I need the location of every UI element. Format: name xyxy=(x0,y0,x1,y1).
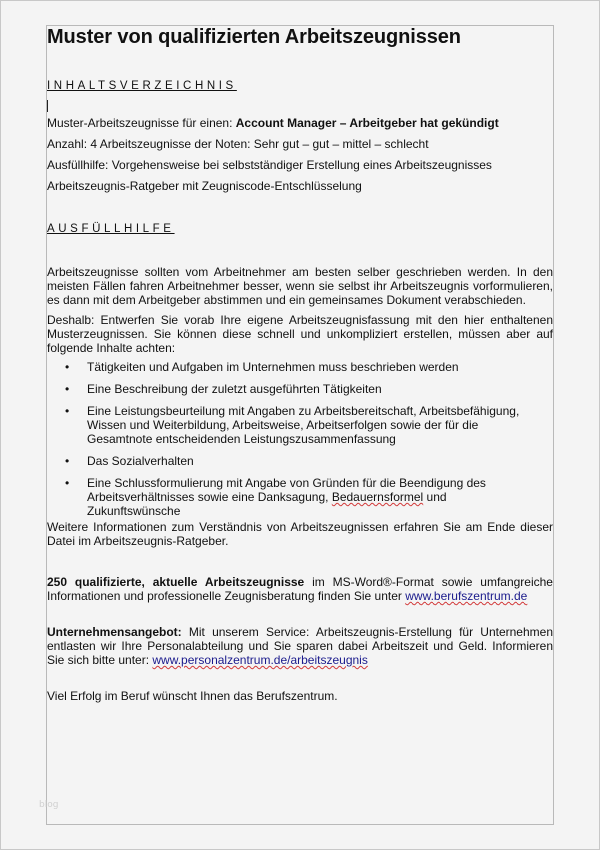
toc-heading: INHALTSVERZEICHNIS xyxy=(47,80,237,92)
offer-bold: 250 qualifizierte, aktuelle Arbeitszeugnisse xyxy=(47,575,305,589)
toc-line: Anzahl: 4 Arbeitszeugnisse der Noten: Sehr gut – gut – mittel – schlecht xyxy=(47,137,429,151)
bullet-icon: • xyxy=(65,382,70,396)
toc-line: Arbeitszeugnis-Ratgeber mit Zeugniscode-Entschlüsselung xyxy=(47,179,362,193)
toc-line: Ausfüllhilfe: Vorgehensweise bei selbstständiger Erstellung eines Arbeitszeugnisses xyxy=(47,158,492,172)
document-body[interactable] xyxy=(47,25,553,703)
fill-help-heading: AUSFÜLLHILFE xyxy=(47,223,175,235)
watermark: blog xyxy=(39,800,59,810)
list-item: • Das Sozialverhalten xyxy=(65,454,194,468)
company-offer-bold: Unternehmensangebot: xyxy=(47,625,182,639)
closing-line: Viel Erfolg im Beruf wünscht Ihnen das Berufszentrum. xyxy=(47,689,338,703)
spellcheck-flagged-word[interactable]: Bedauernsformel xyxy=(331,490,424,504)
page-title: Muster von qualifizierten Arbeitszeugnissen xyxy=(47,26,461,48)
bullet-icon: • xyxy=(65,360,70,374)
toc-list xyxy=(47,116,553,193)
personalzentrum-link[interactable]: www.personalzentrum.de/arbeitszeugnis xyxy=(152,653,368,667)
toc-line-bold: Account Manager – Arbeitgeber hat gekündigt xyxy=(235,116,499,130)
instructions-paragraph: Deshalb: Entwerfen Sie vorab Ihre eigene Arbeitszeugnisfassung mit den hier enthaltenen Musterzeugnissen. Sie können diese schnell und unkompliziert erstellen, müssen aber auf folgende Inhalte achten: xyxy=(47,313,553,355)
intro-paragraph: Arbeitszeugnisse sollten vom Arbeitnehmer am besten selber geschrieben werden. In den meisten Fällen fahren Arbeitnehmer besser, wenn sie selbst ihr Arbeitszeugnis vorformulieren, es dann mit dem Arbeitgeber abstimmen und ein gemeinsames Dokument verabschieden. xyxy=(47,265,553,307)
more-info-paragraph: Weitere Informationen zum Verständnis von Arbeitszeugnissen erfahren Sie am Ende dieser Datei im Arbeitszeugnis-Ratgeber. xyxy=(47,520,553,548)
list-item: • Tätigkeiten und Aufgaben im Unternehmen muss beschrieben werden xyxy=(65,360,459,374)
list-item: • Eine Schlussformulierung mit Angabe von Gründen für die Beendigung des Arbeitsverhältnisses sowie eine Danksagung, Bedauernsformel und Zukunftswünsche xyxy=(65,476,486,518)
offer-paragraph: 250 qualifizierte, aktuelle Arbeitszeugnisse im MS-Word®-Format sowie umfangreiche Informationen und professionelle Zeugnisberatung finden Sie unter www.berufszentrum.de xyxy=(47,575,553,603)
bullet-icon: • xyxy=(65,454,70,468)
list-item: • Eine Leistungsbeurteilung mit Angaben zu Arbeitsbereitschaft, Arbeitsbefähigung, Wissen und Weiterbildung, Arbeitsweise, Arbeitserfolgen sowie der für die Gesamtnote entscheidenden Leistungszusammenfassung xyxy=(65,404,520,446)
berufszentrum-link[interactable]: www.berufszentrum.de xyxy=(405,589,528,603)
text-cursor xyxy=(47,100,48,112)
toc-line: Muster-Arbeitszeugnisse für einen: Account Manager – Arbeitgeber hat gekündigt xyxy=(47,116,499,130)
list-item: • Eine Beschreibung der zuletzt ausgeführten Tätigkeiten xyxy=(65,382,382,396)
bullet-icon: • xyxy=(65,404,70,418)
company-offer-paragraph: Unternehmensangebot: Mit unserem Service: Arbeitszeugnis-Erstellung für Unternehmen entlasten wir Ihre Personalabteilung und Sie sparen dabei Arbeitszeit und Geld. Informieren Sie sich bitte unter: www.personalzentrum.de/arbeitszeugnis xyxy=(47,625,553,667)
content-checklist xyxy=(47,360,553,518)
bullet-icon: • xyxy=(65,476,70,490)
